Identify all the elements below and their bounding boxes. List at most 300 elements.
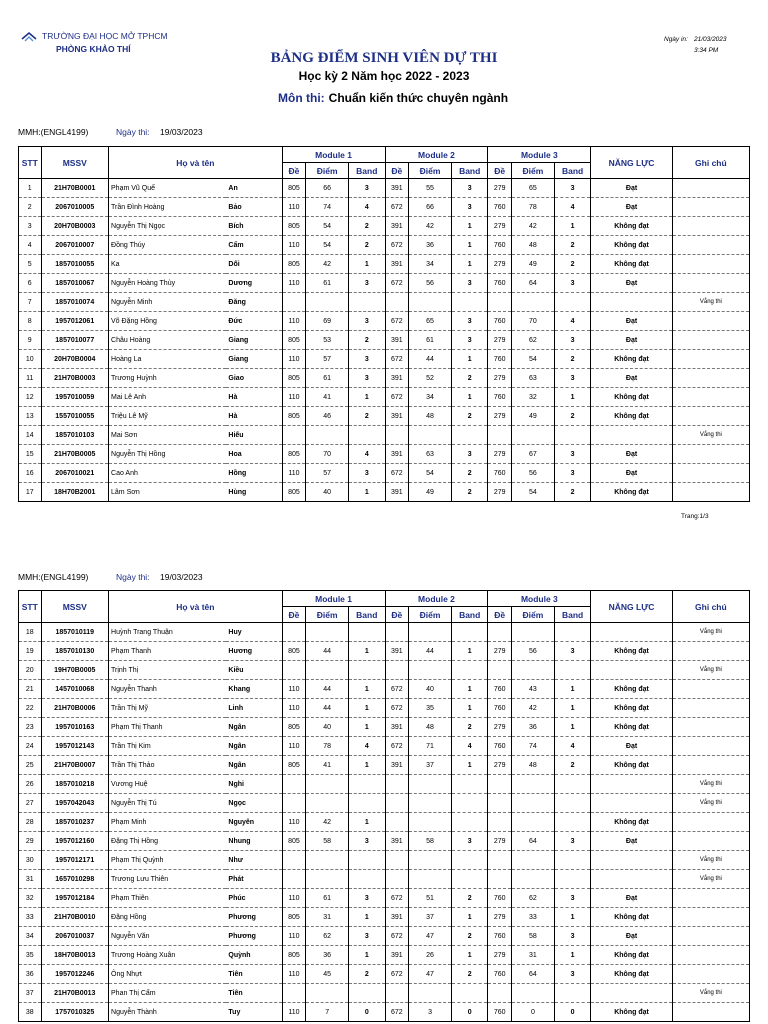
cell-m2-diem [409,984,452,1003]
cell-surname: Huỳnh Trang Thuận [109,623,227,642]
cell-m2-diem: 55 [409,179,452,198]
cell-m3-band: 3 [554,274,590,293]
cell-m3-de: 279 [488,483,512,502]
cell-m3-de: 760 [488,1003,512,1022]
cell-m2-band [451,293,487,312]
cell-surname: Trương Hoàng Xuân [109,946,227,965]
cell-m1-band: 1 [349,946,385,965]
cell-m3-diem: 62 [512,331,555,350]
cell-given-name: Như [226,851,282,870]
cell-m1-diem: 7 [306,1003,349,1022]
cell-m3-band: 4 [554,198,590,217]
table-row [19,426,750,445]
cell-m1-band: 4 [349,445,385,464]
cell-nangluc: Đạt [591,179,672,198]
cell-ghichu [672,927,749,946]
table-row [19,369,750,388]
col-header-band: Band [451,163,487,179]
cell-mssv: 2067010005 [41,198,109,217]
cell-stt: 34 [19,927,42,946]
cell-m3-de [488,813,512,832]
cell-given-name: Kiều [226,661,282,680]
cell-m3-band: 3 [554,832,590,851]
department-name: PHÒNG KHẢO THÍ [56,44,131,54]
cell-surname: Trịnh Thị [109,661,227,680]
cell-mssv: 1957042043 [41,794,109,813]
cell-m1-de: 805 [282,445,306,464]
cell-m2-band: 1 [451,255,487,274]
cell-m1-de: 110 [282,813,306,832]
cell-m3-band [554,293,590,312]
cell-m2-diem [409,426,452,445]
cell-m3-diem: 62 [512,889,555,908]
cell-m3-de: 760 [488,198,512,217]
cell-m3-band: 2 [554,236,590,255]
cell-m3-diem: 0 [512,1003,555,1022]
cell-stt: 14 [19,426,42,445]
cell-m3-band [554,851,590,870]
cell-m1-diem: 42 [306,255,349,274]
cell-mssv: 2067010037 [41,927,109,946]
cell-m3-diem: 43 [512,680,555,699]
cell-m1-diem [306,851,349,870]
cell-m1-diem: 44 [306,680,349,699]
cell-m2-band [451,851,487,870]
cell-surname: Ka [109,255,227,274]
cell-mssv: 1657010298 [41,870,109,889]
cell-given-name: Ngân [226,737,282,756]
cell-given-name: Linh [226,699,282,718]
cell-stt: 38 [19,1003,42,1022]
cell-surname: Nguyễn Minh [109,293,227,312]
cell-m2-band: 1 [451,699,487,718]
cell-nangluc: Đạt [591,312,672,331]
cell-m2-band: 1 [451,236,487,255]
cell-nangluc: Không đạt [591,756,672,775]
cell-m2-de [385,426,409,445]
cell-m3-diem [512,984,555,1003]
cell-m2-de: 672 [385,927,409,946]
cell-m2-de: 391 [385,407,409,426]
col-header-diem: Điểm [306,607,349,623]
cell-mssv: 1857010074 [41,293,109,312]
cell-surname: Phan Thị Cẩm [109,984,227,1003]
cell-m2-diem [409,813,452,832]
cell-surname: Cao Anh [109,464,227,483]
table-row [19,984,750,1003]
cell-stt: 18 [19,623,42,642]
cell-surname: Nguyễn Hoàng Thùy [109,274,227,293]
col-header-de: Đề [385,163,409,179]
cell-given-name: Phương [226,927,282,946]
cell-ghichu [672,407,749,426]
cell-m1-band: 0 [349,1003,385,1022]
cell-ghichu: Vắng thi [672,851,749,870]
cell-m2-de: 672 [385,680,409,699]
cell-m2-diem: 48 [409,407,452,426]
table-row [19,483,750,502]
cell-m1-band: 2 [349,407,385,426]
table-row [19,445,750,464]
cell-m1-band: 3 [349,464,385,483]
cell-m1-band: 3 [349,927,385,946]
cell-m3-diem [512,870,555,889]
cell-given-name: Ngân [226,756,282,775]
cell-m1-band: 3 [349,312,385,331]
cell-m2-de: 391 [385,756,409,775]
cell-m2-de: 672 [385,312,409,331]
cell-mssv: 21H70B0001 [41,179,109,198]
cell-m3-diem: 58 [512,927,555,946]
cell-stt: 20 [19,661,42,680]
exam-meta-page2 [18,572,203,582]
cell-nangluc: Không đạt [591,1003,672,1022]
cell-m3-band: 4 [554,312,590,331]
cell-m3-band [554,775,590,794]
cell-m2-band: 2 [451,889,487,908]
cell-m2-de: 391 [385,718,409,737]
cell-surname: Nguyễn Thành [109,1003,227,1022]
cell-m3-diem: 64 [512,274,555,293]
cell-m3-diem [512,426,555,445]
cell-mssv: 21H70B0010 [41,908,109,927]
cell-m1-de: 110 [282,889,306,908]
cell-m3-diem: 70 [512,312,555,331]
cell-stt: 11 [19,369,42,388]
cell-m1-band: 1 [349,813,385,832]
cell-nangluc: Đạt [591,832,672,851]
cell-m2-band: 1 [451,908,487,927]
cell-m1-diem: 74 [306,198,349,217]
cell-m2-de: 391 [385,217,409,236]
print-time: 3:34 PM [694,47,719,54]
cell-m3-band: 4 [554,737,590,756]
col-header-band: Band [554,607,590,623]
cell-surname: Phạm Vũ Quế [109,179,227,198]
col-header-band: Band [349,607,385,623]
cell-nangluc: Đạt [591,464,672,483]
table-row [19,642,750,661]
cell-m2-diem: 36 [409,236,452,255]
cell-m2-diem: 44 [409,350,452,369]
cell-ghichu: Vắng thi [672,984,749,1003]
cell-mssv: 1457010068 [41,680,109,699]
semester-subtitle: Học kỳ 2 Năm học 2022 - 2023 [298,69,470,83]
cell-stt: 25 [19,756,42,775]
cell-m1-de [282,851,306,870]
exam-date-value: 19/03/2023 [160,572,203,582]
cell-mssv: 1857010067 [41,274,109,293]
cell-m3-band: 3 [554,927,590,946]
cell-ghichu [672,236,749,255]
cell-ghichu [672,217,749,236]
cell-m1-diem: 61 [306,274,349,293]
cell-m1-de [282,794,306,813]
cell-m2-band: 2 [451,407,487,426]
cell-stt: 28 [19,813,42,832]
cell-m2-de [385,623,409,642]
cell-mssv: 1957012061 [41,312,109,331]
exam-date-label: Ngày thi: [116,127,150,137]
cell-m1-de [282,984,306,1003]
cell-m3-de: 760 [488,388,512,407]
cell-given-name: Tiên [226,984,282,1003]
exam-date-value: 19/03/2023 [160,127,203,137]
cell-m2-de: 672 [385,1003,409,1022]
cell-m2-band: 3 [451,445,487,464]
cell-m1-band [349,661,385,680]
cell-mssv: 21H70B0006 [41,699,109,718]
cell-m2-diem [409,870,452,889]
cell-given-name: Tiên [226,965,282,984]
cell-m3-de: 760 [488,464,512,483]
cell-nangluc [591,426,672,445]
cell-m3-diem: 49 [512,407,555,426]
cell-nangluc [591,775,672,794]
cell-m3-diem: 54 [512,483,555,502]
cell-given-name: Hồng [226,464,282,483]
cell-m2-diem: 40 [409,680,452,699]
cell-m1-diem [306,293,349,312]
cell-m3-de: 760 [488,274,512,293]
cell-m2-diem [409,623,452,642]
cell-ghichu [672,813,749,832]
cell-nangluc [591,870,672,889]
cell-m2-band [451,794,487,813]
col-header-ghichu: Ghi chú [672,147,749,179]
cell-m2-band: 3 [451,832,487,851]
cell-surname: Nguyễn Văn [109,927,227,946]
cell-m3-band: 3 [554,369,590,388]
cell-m3-de: 279 [488,217,512,236]
cell-m1-band: 2 [349,236,385,255]
cell-ghichu [672,832,749,851]
cell-m1-diem: 69 [306,312,349,331]
cell-mssv: 21H70B0003 [41,369,109,388]
cell-m3-diem [512,661,555,680]
cell-m3-band [554,426,590,445]
table-row [19,274,750,293]
cell-ghichu: Vắng thi [672,293,749,312]
cell-m2-diem: 3 [409,1003,452,1022]
cell-m2-de: 391 [385,331,409,350]
cell-mssv: 1857010130 [41,642,109,661]
cell-m2-band: 1 [451,217,487,236]
cell-stt: 27 [19,794,42,813]
cell-m1-diem: 41 [306,756,349,775]
cell-m1-band: 1 [349,699,385,718]
col-header-stt: STT [19,147,42,179]
cell-m1-band [349,851,385,870]
table-row [19,464,750,483]
col-header-module2: Module 2 [385,147,488,163]
cell-given-name: Hương [226,642,282,661]
cell-m2-band: 2 [451,965,487,984]
cell-mssv: 18H70B2001 [41,483,109,502]
table-row [19,198,750,217]
cell-m3-band: 1 [554,680,590,699]
cell-m1-diem: 54 [306,217,349,236]
cell-m1-de [282,775,306,794]
cell-m1-band [349,794,385,813]
col-header-nangluc: NĂNG LỰC [591,147,672,179]
cell-m3-de [488,984,512,1003]
cell-given-name: Dối [226,255,282,274]
cell-stt: 8 [19,312,42,331]
cell-given-name: Hà [226,407,282,426]
cell-given-name: Nguyên [226,813,282,832]
cell-m2-band [451,775,487,794]
cell-given-name: Phúc [226,889,282,908]
cell-m3-band: 2 [554,483,590,502]
cell-nangluc: Không đạt [591,718,672,737]
cell-nangluc: Đạt [591,927,672,946]
cell-m1-band [349,293,385,312]
cell-m3-de: 279 [488,331,512,350]
cell-m2-de: 672 [385,737,409,756]
cell-m3-band [554,623,590,642]
cell-given-name: Cẩm [226,236,282,255]
cell-m2-de [385,661,409,680]
cell-ghichu [672,255,749,274]
cell-ghichu: Vắng thi [672,775,749,794]
cell-nangluc [591,293,672,312]
cell-mssv: 1957010059 [41,388,109,407]
cell-m1-band: 1 [349,483,385,502]
cell-given-name: Bảo [226,198,282,217]
cell-m1-diem: 31 [306,908,349,927]
cell-given-name: Hà [226,388,282,407]
cell-m2-diem: 47 [409,965,452,984]
cell-given-name: Hùng [226,483,282,502]
cell-given-name: Khang [226,680,282,699]
cell-nangluc: Đạt [591,331,672,350]
cell-m1-de: 805 [282,179,306,198]
cell-m2-de: 391 [385,179,409,198]
course-code: MMH:(ENGL4199) [18,127,89,137]
cell-stt: 26 [19,775,42,794]
cell-surname: Nguyễn Thanh [109,680,227,699]
course-code: MMH:(ENGL4199) [18,572,89,582]
cell-ghichu [672,179,749,198]
cell-m1-diem: 40 [306,718,349,737]
cell-m3-de [488,870,512,889]
cell-m1-diem: 40 [306,483,349,502]
table-row [19,699,750,718]
cell-given-name: Dương [226,274,282,293]
table-row [19,889,750,908]
cell-m1-de [282,293,306,312]
cell-m2-band: 2 [451,483,487,502]
cell-m3-diem [512,851,555,870]
cell-m2-diem [409,661,452,680]
col-header-module3: Module 3 [488,147,591,163]
cell-m3-diem: 67 [512,445,555,464]
cell-m3-diem: 48 [512,236,555,255]
cell-m2-band: 3 [451,198,487,217]
cell-mssv: 21H70B0005 [41,445,109,464]
cell-m3-de: 760 [488,312,512,331]
cell-m3-band: 2 [554,407,590,426]
cell-m2-diem: 61 [409,331,452,350]
cell-m3-diem [512,775,555,794]
cell-surname: Trương Huỳnh [109,369,227,388]
cell-m1-de: 805 [282,832,306,851]
cell-m2-band: 0 [451,1003,487,1022]
cell-mssv: 1957012246 [41,965,109,984]
cell-m1-de: 805 [282,407,306,426]
cell-m2-diem: 47 [409,927,452,946]
cell-stt: 1 [19,179,42,198]
cell-m3-de: 760 [488,889,512,908]
cell-m3-diem: 64 [512,832,555,851]
cell-stt: 33 [19,908,42,927]
cell-surname: Trần Đình Hoàng [109,198,227,217]
exam-meta-page1 [18,127,203,137]
cell-surname: Lâm Sơn [109,483,227,502]
cell-m2-de [385,775,409,794]
cell-nangluc: Không đạt [591,217,672,236]
table-row [19,236,750,255]
cell-mssv: 21H70B0013 [41,984,109,1003]
cell-stt: 3 [19,217,42,236]
cell-m1-band: 3 [349,369,385,388]
cell-m1-de: 110 [282,274,306,293]
cell-surname: Ông Nhựt [109,965,227,984]
table-row [19,775,750,794]
cell-m1-de: 805 [282,908,306,927]
cell-m3-de [488,775,512,794]
cell-m3-de: 279 [488,908,512,927]
cell-ghichu [672,388,749,407]
cell-stt: 36 [19,965,42,984]
cell-m3-diem: 32 [512,388,555,407]
cell-m1-diem: 42 [306,813,349,832]
cell-m1-band: 2 [349,217,385,236]
col-header-band: Band [451,607,487,623]
cell-stt: 4 [19,236,42,255]
cell-m1-de: 110 [282,1003,306,1022]
cell-surname: Trương Lưu Thiên [109,870,227,889]
cell-m2-de: 391 [385,642,409,661]
cell-stt: 21 [19,680,42,699]
cell-given-name: Nghi [226,775,282,794]
cell-ghichu [672,331,749,350]
cell-m1-diem: 58 [306,832,349,851]
cell-m2-band: 3 [451,179,487,198]
col-header-diem: Điểm [512,607,555,623]
col-header-de: Đề [488,163,512,179]
cell-m2-band [451,623,487,642]
subject-line [278,91,508,105]
table-row [19,851,750,870]
cell-m3-band [554,794,590,813]
cell-given-name: Giang [226,331,282,350]
cell-nangluc [591,623,672,642]
cell-ghichu: Vắng thi [672,623,749,642]
cell-m3-diem: 64 [512,965,555,984]
cell-m1-de: 805 [282,255,306,274]
cell-m1-diem: 44 [306,699,349,718]
cell-stt: 13 [19,407,42,426]
cell-m1-band: 1 [349,255,385,274]
cell-m2-band [451,984,487,1003]
cell-m3-diem [512,623,555,642]
cell-ghichu: Vắng thi [672,794,749,813]
cell-m1-band [349,984,385,1003]
cell-surname: Nguyễn Thị Ngọc [109,217,227,236]
cell-m2-diem: 42 [409,217,452,236]
